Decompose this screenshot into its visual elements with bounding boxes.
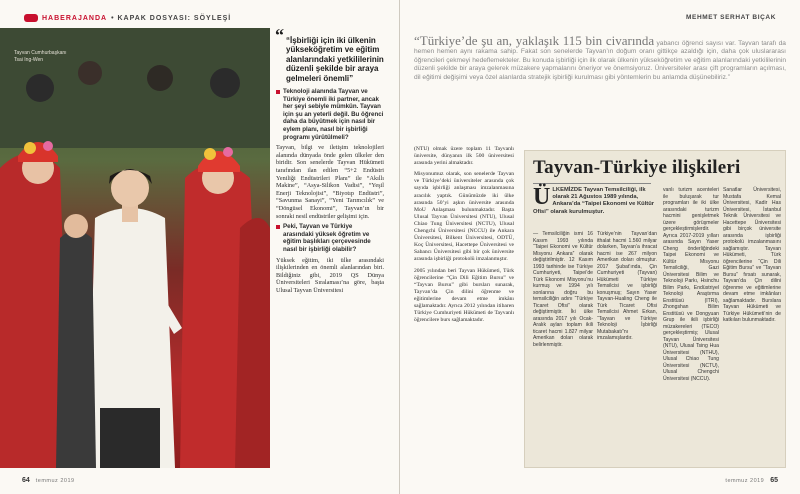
sidebar-paragraph: — Temsilciliğin ismi 16 Kasım 1993 yılında “Taipei Ekonomi ve Kültür Misyonu Ankara” olarak değiştirilmiştir. 12 Kasım 1993 tarihinde ise Türkiye Cumhuriyeti, Taipei’de Türk Ekonomi Misyonu’nu kurmuş ve 1994 yılı sonlarına doğru bu temsilciliğin adını “Türkiye Ticaret Ofisi” olarak değiştirmiştir. İki ülke arasında 2017 yılı Ocak-Aralık ayları toplam ikili ticaret hacmi 1.827 milyar Amerikan doları olarak belirlenmiştir. bbox=[533, 231, 593, 348]
left-text-column bbox=[275, 25, 384, 297]
featured-quote-lead: “Türkiye’de şu an, yaklaşık 115 bin civarında bbox=[414, 33, 655, 48]
left-header bbox=[24, 14, 231, 22]
answer-2: Yüksek eğitim, iki ülke arasındaki ilişkilerinden en önemli alanlarından biri. Bildiğiniz gibi, 2019 QS Dünya Üniversiteleri Sıralaması’na göre, başta Ulusal Tayvan Üniversitesi bbox=[276, 256, 384, 294]
answer-1: Tayvan, bilgi ve iletişim teknolojileri alanında dünyada önde gelen ülkeler den biridir. Son senelerde Tayvan Hükümeti tarafından ilan edilen “5+2 Endüstri Yeniliği Endüstrileri Planı” ile “Akıllı Makine”, “Asya-Silikon Vadisi”, “Yeşil Enerji Teknolojisi”, “Biyotıp Endüstri”, “Savunma Sanayi”, “Yeni Tarımcılık” ve “Döngüsel Ekonomi”, Tayvan’ın bir sonraki nesil endüstriler gelişimi için. bbox=[276, 144, 384, 220]
sidebar-paragraph: vanlı turizm acenteleri ile buluşarak tur programları ile iki ülke arasındaki turizm hacmini genişletmek üzere görüşmeler gerçekleştirmişlerdir. Ayrıca 2017-2019 yılları arasında Sayın Yaser Cheng önderliğindeki Taipei Ekonomi ve Kültür Misyonu Temsilciliği, Gazi Üniversitesi Bilim ve Teknoloji Parkı, Hsinchu Bilim Parkı, Endüstriyel Teknoloji Araştırma Enstitüsü (ITRI), Zhongshan Bilim Enstitüsü ve Dongyuan Grup ile ikili işbirliği müzakereleri (TECO) gerçekleştirmiş; Ulusal Tayvan Üniversitesi (NTU), Ulusal Tsing Hua Üniversitesi (NTHU), Ulusal Chiao Tung Üniversitesi (NCTU), Ulusal Chengchi Üniversitesi (NCCU). bbox=[663, 187, 719, 382]
page-number-right: 65 bbox=[770, 477, 778, 484]
sidebar-column-4 bbox=[723, 187, 781, 327]
article-paragraph: (NTU) olmak üzere toplam 11 Tayvanlı üniversite, dünyanın ilk 500 üniversitesi arasında yerini almaktadır. bbox=[414, 146, 514, 167]
left-page-footer bbox=[22, 477, 75, 484]
sidebar-paragraph: Türkiye’nin Tayvan’dan ithalat hacmi 1.560 milyar dolarken, Tayvan’a ihracat hacmi ise 267 milyon Amerikan doları olmuştur. 2017 Şubat’ında, Çin Cumhuriyeti (Tayvan) Hükümeti Türkiye Temsilcisi ve işbirliği konuşmuş; Sayın Yaser Tayvan-Hualing Cheng ile Türk Ticaret Ofisi Temsilcisi Ahmet Erkan, “Tayvan ve Türkiye Teknoloji İşbirliği Mutabakatı”nı imzalamışlardır. bbox=[597, 231, 657, 341]
sidebar-intro-text: LKEMİZDE Tayvan Temsilciliği, ilk olarak 21 Ağustos 1989 yılında, Ankara’da “Taipei Ekonomi ve Kültür Ofisi” olarak kurulmuştur. bbox=[533, 187, 655, 215]
author-name: MEHMET SERHAT BIÇAK bbox=[686, 14, 776, 21]
sidebar-paragraph: Sanatlar Üniversitesi, Mustafa Kemal Üniversitesi, Kadir Has Üniversitesi, İstanbul Teknik Üniversitesi ve Hacettepe Üniversitesi gibi birçok üniversite arasında işbirliği protokolü imzalanmasını sağlamıştır. Tayvan Hükümeti, Türk öğrencilerine “Çin Dili Eğitim Bursu” ve “Tayvan Bursu” fırsatı sunarak, Tayvan’da Çin dilini öğrenme ve eğitimlerine devam etme imkânları sağlamaktadır. Burslara Tayvan Hükümeti ve Türkiye Hükümeti’nin de katkıları bulunmaktadır. bbox=[723, 187, 781, 323]
sidebar-column-3 bbox=[663, 187, 719, 385]
article-paragraph: Misyonumuz olarak, son senelerde Tayvan ve Türkiye’deki üniversiteler arasında çok sayıda işbirliği anlaşması imzalanmasına aracılık yaptık. Günümüzde iki ülke arasında 50’yi aşkın üniversite arasında MoU Anlaşması bulunmaktadır. Başta Ulusal Tayvan Üniversitesi (NTU), Ulusal Chiao Tung Üniversitesi (NCTU), Ulusal Chengchi Üniversitesi (NCCU) ile Ankara Üniversitesi, Bilkent Üniversitesi, ODTÜ, Koç Üniversitesi, Hacettepe Üniversitesi ve Sabancı Üniversitesi gibi bir çok üniversite arasında işbirliği protokolü imzalanmıştır. bbox=[414, 171, 514, 263]
drop-cap: Ü bbox=[533, 184, 551, 210]
sidebar-title: Tayvan-Türkiye ilişkileri bbox=[533, 157, 741, 178]
pull-quote-text: “İşbirliği için iki ülkenin yükseköğretim ve eğitim alanlarındaki yetkililerinin düzenli şekilde bir araya gelmeleri önemli” bbox=[286, 36, 384, 83]
section-title: • KAPAK DOSYASI: SÖYLEŞİ bbox=[111, 14, 232, 22]
sidebar-intro bbox=[533, 184, 657, 216]
featured-quote bbox=[414, 34, 786, 82]
right-page-footer bbox=[725, 477, 778, 484]
photo-illustration bbox=[0, 28, 270, 468]
photo-credit-line1: Tayvan Cumhurbaşkanı bbox=[14, 50, 67, 56]
photo-credit bbox=[14, 50, 67, 63]
question-2: Peki, Tayvan ve Türkiye arasındaki yüksek öğretim ve eğitim başlıkları çerçevesinde nasıl bir işbirliği olabilir? bbox=[276, 223, 384, 253]
quote-mark-icon: “ bbox=[275, 25, 284, 45]
photo-credit-line2: Tsai Ing-Wen bbox=[14, 56, 44, 63]
article-paragraph: 2005 yılından beri Tayvan Hükümeti, Türk öğrencilerine “Çin Dili Eğitim Bursu” ve “Tayvan Bursu” gibi bursları sunarak, Tayvan’da Çin dilini öğrenme ve eğitimlerine devam etme imkânı sağlamaktadır. Ayrıca 2012 yılından itibaren Türkiye Cumhuriyeti Hükümeti de Tayvanlı öğrencilere burs sağlamaktadır. bbox=[414, 267, 514, 324]
brand-name: HABERAJANDA bbox=[42, 14, 108, 22]
issue-date-left: temmuz 2019 bbox=[35, 478, 75, 484]
sidebar-divider bbox=[533, 183, 651, 184]
sidebar-column-2 bbox=[597, 231, 657, 345]
right-page bbox=[400, 0, 800, 494]
question-1: Teknoloji alanında Tayvan ve Türkiye önemli iki partner, ancak her şeyi sebiyle mümkün. Tayvan için şu an yeterli değil. Bu öğrenci daha da büyütmek için nasıl bir eylem planı, nasıl bir işbirliği programı yürütülmeli? bbox=[276, 88, 384, 141]
brand-logo-icon bbox=[24, 14, 38, 22]
featured-quote-body: yabancı öğrenci sayısı var. Tayvan tarafı da hemen hemen aynı rakama sahip. Fakat son senelerde Tayvan’ın doğum oranı gittikçe azaldığı için, daha çok uluslararası öğrencileri çekmeyi hedeflemekteler. Bu konuda işbirliği için ilk olarak ülkenin yükseköğretim ve eğitim alanlarındaki yetkililerinin düzenli şekilde bir araya gelerek müzakere yapmalarını öneriyor ve önemsiyoruz. Üniversiteler arası çift programların açılması, dil eğitimi değişimi veya özel alanlarda stratejik işbirliği kurulması gibi yöntemlerin bu anlamda düşünebiliriz.” bbox=[414, 40, 786, 81]
relations-sidebar-box bbox=[524, 150, 786, 468]
article-column bbox=[414, 146, 514, 328]
page-number-left: 64 bbox=[22, 477, 30, 484]
pull-quote bbox=[275, 25, 384, 83]
cover-photo bbox=[0, 28, 270, 468]
issue-date-right: temmuz 2019 bbox=[725, 478, 765, 484]
sidebar-column-1 bbox=[533, 231, 593, 351]
